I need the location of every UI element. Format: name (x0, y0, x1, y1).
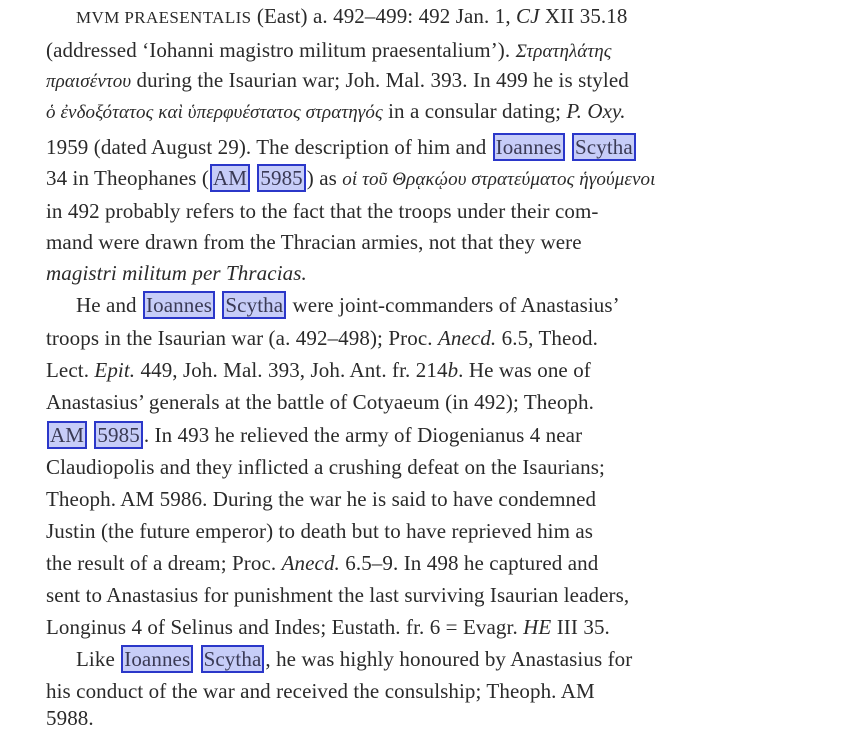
text-line: 5988. (46, 706, 94, 730)
text-line: Like Ioannes Scytha , he was highly honoured by Anastasius for (76, 647, 633, 671)
text-line: Longinus 4 of Selinus and Indes; Eustath. fr. 6 = Evagr. HE III 35. (46, 615, 610, 639)
highlight-scytha[interactable]: Scytha (222, 291, 286, 319)
text-line: 1959 (dated August 29). The description of him and Ioannes Scytha (46, 135, 637, 159)
text-line: AM 5985 . In 493 he relieved the army of Diogenianus 4 near (46, 423, 582, 447)
text-line: Lect. Epit. 449, Joh. Mal. 393, Joh. Ant. fr. 214b. He was one of (46, 358, 591, 382)
text-line: mand were drawn from the Thracian armies, not that they were (46, 230, 582, 254)
text-line: Theoph. AM 5986. During the war he is said to have condemned (46, 487, 597, 511)
text-line: Anastasius’ generals at the battle of Cotyaeum (in 492); Theoph. (46, 390, 594, 414)
text-line: his conduct of the war and received the consulship; Theoph. AM (46, 679, 595, 703)
greek-text: πραισέντου (46, 71, 132, 92)
greek-text: ὁ ἐνδοξότατος καὶ ὑπερφυέστατος στρατηγός (46, 102, 383, 123)
greek-text: οἱ τοῦ Θρᾳκῴου στρατεύματος ἡγούμενοι (342, 169, 656, 190)
text-line: 34 in Theophanes ( AM 5985 ) as οἱ τοῦ Θρᾳκῴου στρατεύματος ἡγούμενοι (46, 166, 656, 190)
text-line: He and Ioannes Scytha were joint-commanders of Anastasius’ (76, 293, 620, 317)
highlight-ioannes[interactable]: Ioannes (493, 133, 565, 161)
highlight-5985[interactable]: 5985 (94, 421, 142, 449)
text-line: πραισέντου during the Isaurian war; Joh. Mal. 393. In 499 he is styled (46, 68, 629, 92)
greek-text: Στρατηλάτης (515, 41, 612, 62)
text-line: troops in the Isaurian war (a. 492–498); Proc. Anecd. 6.5, Theod. (46, 326, 599, 350)
text-line: the result of a dream; Proc. Anecd. 6.5–9. In 498 he captured and (46, 551, 599, 575)
text-line: (addressed ‘Iohanni magistro militum praesentalium’). Στρατηλάτης (46, 38, 612, 62)
highlight-am[interactable]: AM (210, 164, 250, 192)
text-line: MVM PRAESENTALIS (East) a. 492–499: 492 Jan. 1, CJ XII 35.18 (76, 4, 628, 28)
highlight-scytha[interactable]: Scytha (201, 645, 265, 673)
highlight-ioannes[interactable]: Ioannes (121, 645, 193, 673)
highlight-ioannes[interactable]: Ioannes (143, 291, 215, 319)
highlight-am[interactable]: AM (47, 421, 87, 449)
text-line: ὁ ἐνδοξότατος καὶ ὑπερφυέστατος στρατηγός in a consular dating; P. Oxy. (46, 99, 626, 123)
text-line: in 492 probably refers to the fact that the troops under their com- (46, 199, 599, 223)
highlight-scytha[interactable]: Scytha (572, 133, 636, 161)
entry-heading: MVM PRAESENTALIS (76, 8, 252, 27)
text-line: magistri militum per Thracias. (46, 261, 307, 285)
text-line: Justin (the future emperor) to death but to have reprieved him as (46, 519, 594, 543)
text-line: Claudiopolis and they inflicted a crushing defeat on the Isaurians; (46, 455, 605, 479)
text-line: sent to Anastasius for punishment the last surviving Isaurian leaders, (46, 583, 630, 607)
highlight-5985[interactable]: 5985 (257, 164, 305, 192)
